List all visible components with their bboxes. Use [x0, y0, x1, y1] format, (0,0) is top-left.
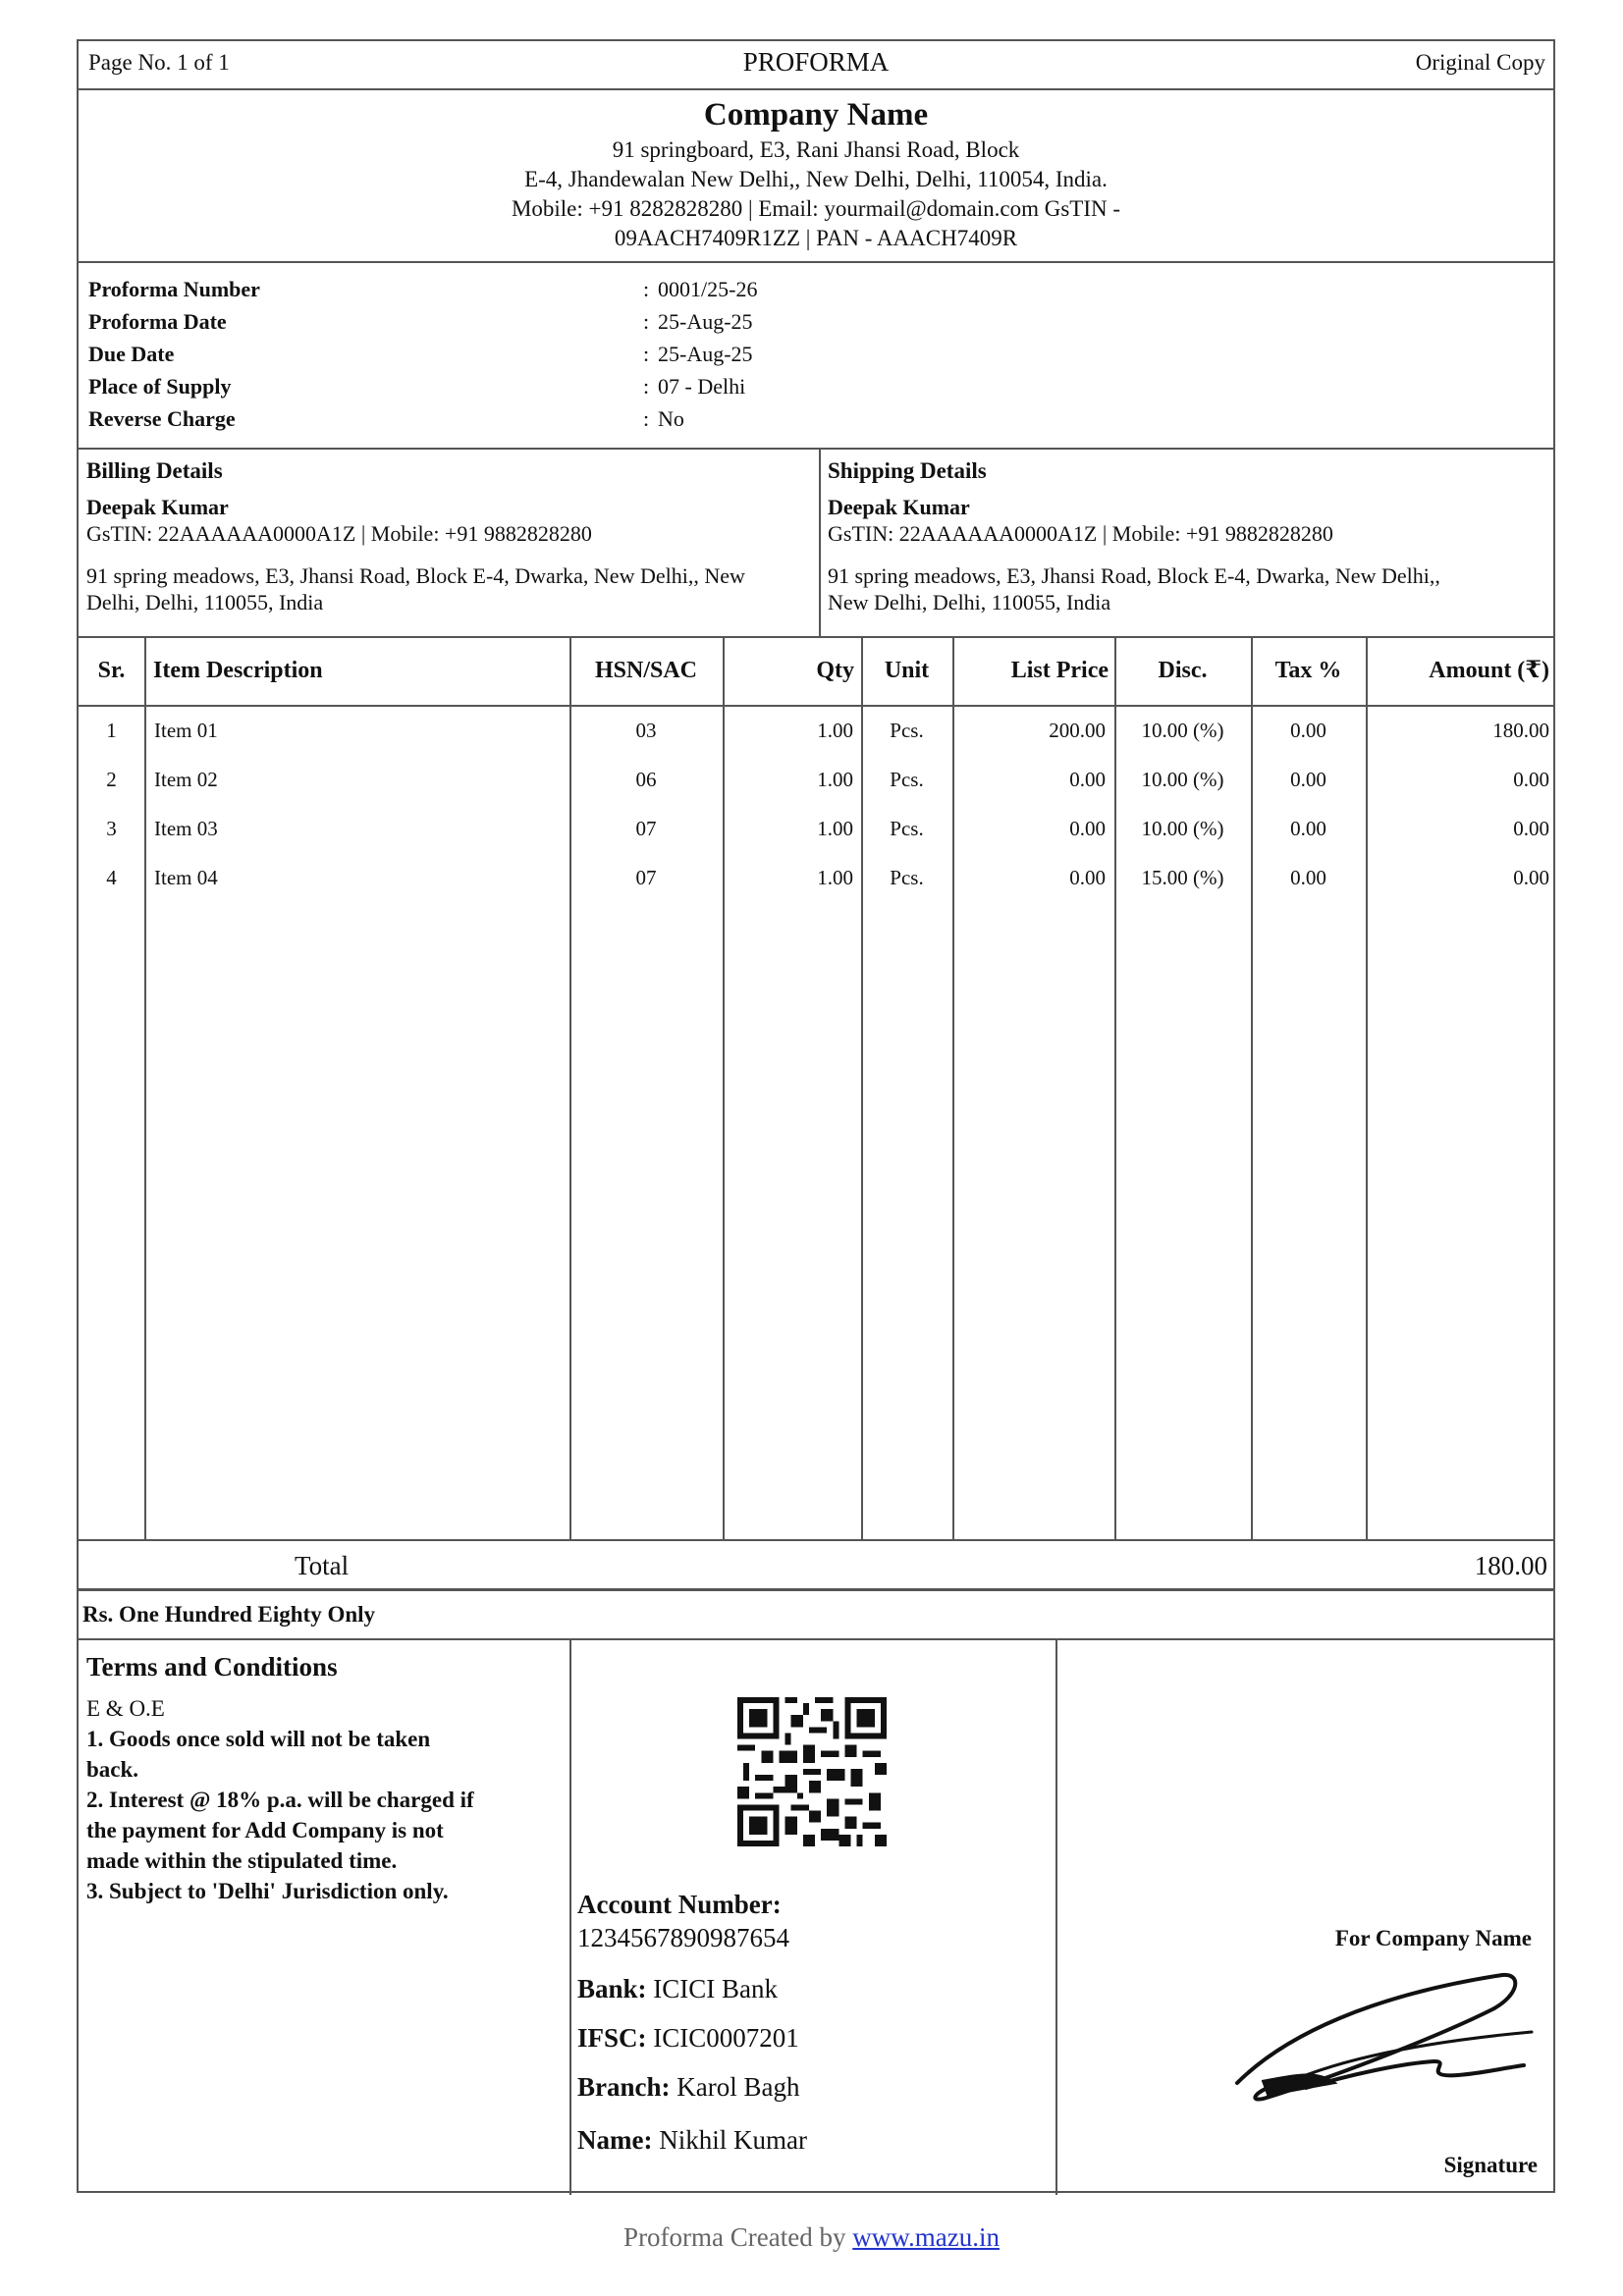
- meta-label: Place of Supply: [88, 374, 232, 399]
- meta-label: Due Date: [88, 342, 175, 366]
- cell-hsn: 06: [635, 768, 657, 791]
- cell-hsn: 07: [635, 866, 657, 889]
- footer-link[interactable]: www.mazu.in: [852, 2222, 1000, 2252]
- divider: [79, 1638, 1553, 1640]
- proforma-document: [77, 39, 1555, 2193]
- divider: [79, 1588, 1553, 1591]
- cell-amount: 0.00: [1513, 866, 1549, 889]
- copy-label: Original Copy: [1415, 50, 1545, 75]
- cell-sr: 2: [106, 768, 117, 791]
- account-number-value: 1234567890987654: [577, 1923, 789, 1952]
- cell-price: 200.00: [1049, 719, 1106, 742]
- signature-label: Signature: [1443, 2153, 1538, 2177]
- terms-block: [86, 1693, 558, 1906]
- holder-name-row: [577, 2123, 1049, 2157]
- proforma-meta: [88, 273, 972, 435]
- footer-credit: [0, 2222, 1623, 2253]
- cell-amount: 0.00: [1513, 817, 1549, 840]
- cell-sr: 4: [106, 866, 117, 889]
- total-value: 180.00: [1474, 1551, 1547, 1580]
- company-block: [79, 92, 1553, 253]
- company-name: Company Name: [703, 97, 929, 133]
- ifsc-value: ICIC0007201: [653, 2023, 799, 2053]
- cell-amount: 180.00: [1492, 719, 1549, 742]
- terms-line: 3. Subject to 'Delhi' Jurisdiction only.: [86, 1879, 449, 1903]
- cell-qty: 1.00: [817, 866, 853, 889]
- terms-line: 2. Interest @ 18% p.a. will be charged if: [86, 1788, 474, 1812]
- shipping-name: Deepak Kumar: [828, 495, 970, 519]
- meta-row: [88, 338, 972, 370]
- company-tax-line: 09AACH7409R1ZZ | PAN - AAACH7409R: [614, 226, 1018, 250]
- ifsc-row: [577, 2021, 1049, 2055]
- terms-eoe: E & O.E: [86, 1696, 165, 1721]
- cell-hsn: 03: [635, 719, 657, 742]
- col-header-amount: Amount (₹): [1429, 658, 1549, 683]
- cell-sr: 1: [106, 719, 117, 742]
- bank-label: Bank:: [577, 1974, 647, 2003]
- cell-tax: 0.00: [1290, 866, 1326, 889]
- company-address-line: 91 springboard, E3, Rani Jhansi Road, Block: [612, 137, 1020, 162]
- col-header-disc: Disc.: [1158, 658, 1208, 683]
- cell-disc: 10.00 (%): [1141, 719, 1224, 742]
- cell-tax: 0.00: [1290, 768, 1326, 791]
- cell-unit: Pcs.: [890, 768, 924, 791]
- cell-qty: 1.00: [817, 817, 853, 840]
- cell-qty: 1.00: [817, 768, 853, 791]
- page-number: Page No. 1 of 1: [88, 50, 230, 75]
- cell-unit: Pcs.: [890, 719, 924, 742]
- meta-label: Proforma Number: [88, 277, 260, 301]
- divider: [79, 1539, 1553, 1541]
- meta-colon: :: [643, 342, 650, 366]
- bank-value: ICICI Bank: [653, 1974, 779, 2003]
- col-header-hsn: HSN/SAC: [594, 658, 698, 683]
- billing-name: Deepak Kumar: [86, 495, 229, 519]
- shipping-gst: GsTIN: 22AAAAAA0000A1Z | Mobile: +91 9882828280: [828, 521, 1333, 546]
- cell-price: 0.00: [1069, 817, 1106, 840]
- account-number-label: Account Number:: [577, 1890, 782, 1919]
- divider: [79, 705, 1553, 707]
- col-header-item: Item Description: [153, 658, 323, 683]
- col-header-unit: Unit: [884, 658, 930, 683]
- total-label: Total: [295, 1551, 350, 1580]
- billing-heading: Billing Details: [86, 458, 223, 483]
- qr-code-icon: [737, 1697, 887, 1846]
- divider: [79, 261, 1553, 263]
- cell-disc: 15.00 (%): [1141, 866, 1224, 889]
- meta-value: 0001/25-26: [658, 277, 758, 301]
- billing-address: 91 spring meadows, E3, Jhansi Road, Block E-4, Dwarka, New Delhi,, New: [86, 563, 745, 588]
- shipping-address: New Delhi, Delhi, 110055, India: [828, 590, 1111, 614]
- bank-row: [577, 1972, 1049, 2005]
- terms-title: Terms and Conditions: [86, 1652, 338, 1682]
- for-company-label: For Company Name: [1334, 1926, 1532, 1950]
- billing-address: Delhi, Delhi, 110055, India: [86, 590, 324, 614]
- cell-price: 0.00: [1069, 768, 1106, 791]
- cell-item: Item 01: [154, 719, 218, 742]
- meta-label: Proforma Date: [88, 309, 227, 334]
- col-header-qty: Qty: [816, 658, 854, 683]
- divider: [79, 88, 1553, 90]
- shipping-details: [828, 457, 1549, 615]
- company-contact-line: Mobile: +91 8282828280 | Email: yourmail@domain.com GsTIN -: [511, 196, 1121, 221]
- divider: [79, 448, 1553, 450]
- cell-item: Item 02: [154, 768, 218, 791]
- cell-item: Item 04: [154, 866, 218, 889]
- document-title: PROFORMA: [742, 47, 890, 77]
- divider: [569, 1638, 571, 2195]
- meta-row: [88, 305, 972, 338]
- meta-colon: :: [643, 309, 650, 334]
- meta-colon: :: [643, 406, 650, 431]
- cell-unit: Pcs.: [890, 817, 924, 840]
- footer-credit-text: Proforma Created by: [623, 2222, 853, 2252]
- billing-gst: GsTIN: 22AAAAAA0000A1Z | Mobile: +91 9882828280: [86, 521, 592, 546]
- meta-value: 25-Aug-25: [658, 342, 753, 366]
- cell-unit: Pcs.: [890, 866, 924, 889]
- cell-disc: 10.00 (%): [1141, 768, 1224, 791]
- meta-row: [88, 273, 972, 305]
- meta-row: [88, 402, 972, 435]
- signature-image: [1208, 1965, 1542, 2122]
- holder-name-value: Nikhil Kumar: [659, 2125, 807, 2155]
- shipping-heading: Shipping Details: [828, 458, 987, 483]
- cell-item: Item 03: [154, 817, 218, 840]
- meta-row: [88, 370, 972, 402]
- cell-tax: 0.00: [1290, 817, 1326, 840]
- cell-tax: 0.00: [1290, 719, 1326, 742]
- bank-details: [577, 1888, 1049, 2157]
- cell-hsn: 07: [635, 817, 657, 840]
- col-header-list-price: List Price: [1010, 658, 1109, 683]
- meta-value: No: [658, 406, 684, 431]
- company-address-line: E-4, Jhandewalan New Delhi,, New Delhi, Delhi, 110054, India.: [524, 167, 1108, 191]
- branch-value: Karol Bagh: [676, 2072, 800, 2102]
- terms-line: made within the stipulated time.: [86, 1848, 398, 1873]
- column-divider: [144, 636, 146, 1539]
- terms-line: 1. Goods once sold will not be taken: [86, 1727, 431, 1751]
- cell-price: 0.00: [1069, 866, 1106, 889]
- shipping-address: 91 spring meadows, E3, Jhansi Road, Block E-4, Dwarka, New Delhi,,: [828, 563, 1440, 588]
- col-header-tax: Tax %: [1274, 658, 1342, 683]
- billing-details: [86, 457, 813, 615]
- branch-label: Branch:: [577, 2072, 671, 2102]
- branch-row: [577, 2070, 1049, 2104]
- holder-name-label: Name:: [577, 2125, 653, 2155]
- meta-value: 25-Aug-25: [658, 309, 753, 334]
- meta-colon: :: [643, 374, 650, 399]
- col-header-sr: Sr.: [97, 658, 126, 683]
- terms-line: back.: [86, 1757, 139, 1782]
- meta-colon: :: [643, 277, 650, 301]
- amount-in-words: Rs. One Hundred Eighty Only: [82, 1602, 376, 1627]
- meta-label: Reverse Charge: [88, 406, 236, 431]
- cell-qty: 1.00: [817, 719, 853, 742]
- divider: [819, 448, 821, 636]
- ifsc-label: IFSC:: [577, 2023, 647, 2053]
- divider: [1055, 1638, 1057, 2195]
- divider: [79, 636, 1553, 638]
- meta-value: 07 - Delhi: [658, 374, 746, 399]
- terms-line: the payment for Add Company is not: [86, 1818, 444, 1842]
- cell-amount: 0.00: [1513, 768, 1549, 791]
- cell-disc: 10.00 (%): [1141, 817, 1224, 840]
- cell-sr: 3: [106, 817, 117, 840]
